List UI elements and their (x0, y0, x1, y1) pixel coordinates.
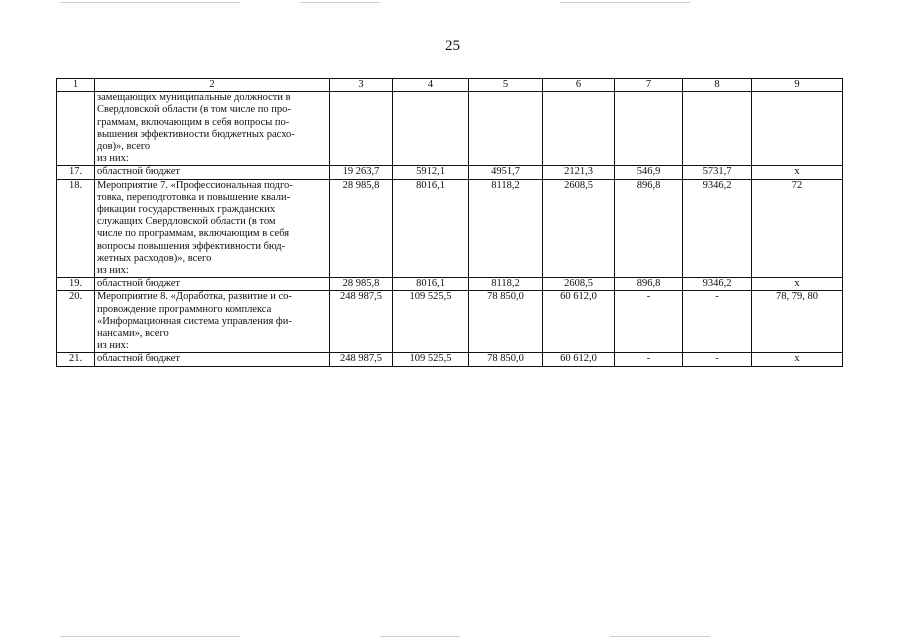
description-line: из них: (97, 340, 129, 352)
description-line: жетных расходов)», всего (97, 252, 212, 264)
description-line: Свердловской области (в том числе по про- (97, 104, 291, 116)
value-cell: 546,9 (615, 166, 683, 179)
value-cell: 4951,7 (469, 166, 543, 179)
description-line: дов)», всего (97, 141, 151, 153)
row-number: 17. (57, 166, 95, 179)
value-cell (615, 92, 683, 166)
table-row (57, 166, 843, 179)
value-cell: 2608,5 (543, 179, 615, 278)
description-line: Мероприятие 7. «Профессиональная подго- (97, 179, 293, 191)
table-row (57, 291, 843, 353)
value-cell: 19 263,7 (330, 166, 393, 179)
column-header: 8 (683, 79, 752, 92)
row-description (95, 278, 330, 291)
value-cell: 9346,2 (683, 179, 752, 278)
description-line: «Информационная система управления фи- (97, 315, 292, 327)
row-number: 21. (57, 353, 95, 366)
value-cell: 8016,1 (393, 179, 469, 278)
row-number: 19. (57, 278, 95, 291)
description-line: нансами», всего (97, 328, 169, 340)
column-header: 1 (57, 79, 95, 92)
value-cell: 78 850,0 (469, 353, 543, 366)
column-header: 4 (393, 79, 469, 92)
value-cell: 248 987,5 (330, 291, 393, 353)
description-line: замещающих муниципальные должности в (97, 92, 291, 104)
description-line: областной бюджет (97, 278, 180, 290)
top-edge-line (560, 2, 690, 3)
table-row (57, 278, 843, 291)
value-cell (330, 92, 393, 166)
value-cell: 896,8 (615, 179, 683, 278)
top-edge-line (60, 2, 240, 3)
value-cell: 28 985,8 (330, 278, 393, 291)
value-cell (393, 92, 469, 166)
description-line: фикации государственных гражданских (97, 204, 276, 216)
column-header: 7 (615, 79, 683, 92)
description-line: из них: (97, 153, 129, 165)
description-line: Мероприятие 8. «Доработка, развитие и со- (97, 291, 292, 303)
value-cell: 2121,3 (543, 166, 615, 179)
value-cell: 28 985,8 (330, 179, 393, 278)
column-header: 2 (95, 79, 330, 92)
value-cell (543, 92, 615, 166)
value-cell: 896,8 (615, 278, 683, 291)
value-cell: - (615, 353, 683, 366)
value-cell: 2608,5 (543, 278, 615, 291)
table-row (57, 353, 843, 366)
value-cell: 8118,2 (469, 278, 543, 291)
value-cell: x (752, 166, 843, 179)
value-cell: 5731,7 (683, 166, 752, 179)
bottom-edge-line (610, 636, 710, 637)
row-number: 18. (57, 179, 95, 278)
value-cell: 248 987,5 (330, 353, 393, 366)
top-edge-line (300, 2, 380, 3)
value-cell: 72 (752, 179, 843, 278)
value-cell: 9346,2 (683, 278, 752, 291)
value-cell: 60 612,0 (543, 291, 615, 353)
row-description (95, 166, 330, 179)
bottom-edge-line (380, 636, 460, 637)
value-cell: 8016,1 (393, 278, 469, 291)
value-cell (683, 92, 752, 166)
row-description (95, 291, 330, 353)
row-description (95, 92, 330, 166)
value-cell: 109 525,5 (393, 353, 469, 366)
description-line: товка, переподготовка и повышение квали- (97, 191, 291, 203)
row-number-cell (57, 92, 95, 166)
value-cell: 60 612,0 (543, 353, 615, 366)
description-line: провождение программного комплекса (97, 303, 272, 315)
value-cell (469, 92, 543, 166)
column-header: 6 (543, 79, 615, 92)
continuation-row (57, 92, 843, 166)
description-line: граммам, включающим в себя вопросы по- (97, 116, 290, 128)
description-line: служащих Свердловской области (в том (97, 216, 276, 228)
row-number: 20. (57, 291, 95, 353)
column-header: 9 (752, 79, 843, 92)
value-cell: - (683, 291, 752, 353)
value-cell: 5912,1 (393, 166, 469, 179)
column-header: 3 (330, 79, 393, 92)
value-cell (752, 92, 843, 166)
header-row (57, 79, 843, 92)
row-description (95, 179, 330, 278)
value-cell: - (683, 353, 752, 366)
bottom-edge-line (60, 636, 240, 637)
value-cell: - (615, 291, 683, 353)
description-line: вопросы повышения эффективности бюд- (97, 240, 286, 252)
value-cell: 78 850,0 (469, 291, 543, 353)
value-cell: 8118,2 (469, 179, 543, 278)
value-cell: x (752, 353, 843, 366)
budget-table (56, 78, 843, 367)
description-line: вышения эффективности бюджетных расхо- (97, 128, 295, 140)
row-description (95, 353, 330, 366)
description-line: областной бюджет (97, 166, 180, 178)
table-row (57, 179, 843, 278)
page-number: 25 (445, 38, 460, 54)
value-cell: 109 525,5 (393, 291, 469, 353)
description-line: числе по программам, включающим в себя (97, 228, 290, 240)
value-cell: 78, 79, 80 (752, 291, 843, 353)
description-line: из них: (97, 265, 129, 277)
value-cell: x (752, 278, 843, 291)
description-line: областной бюджет (97, 353, 180, 365)
column-header: 5 (469, 79, 543, 92)
